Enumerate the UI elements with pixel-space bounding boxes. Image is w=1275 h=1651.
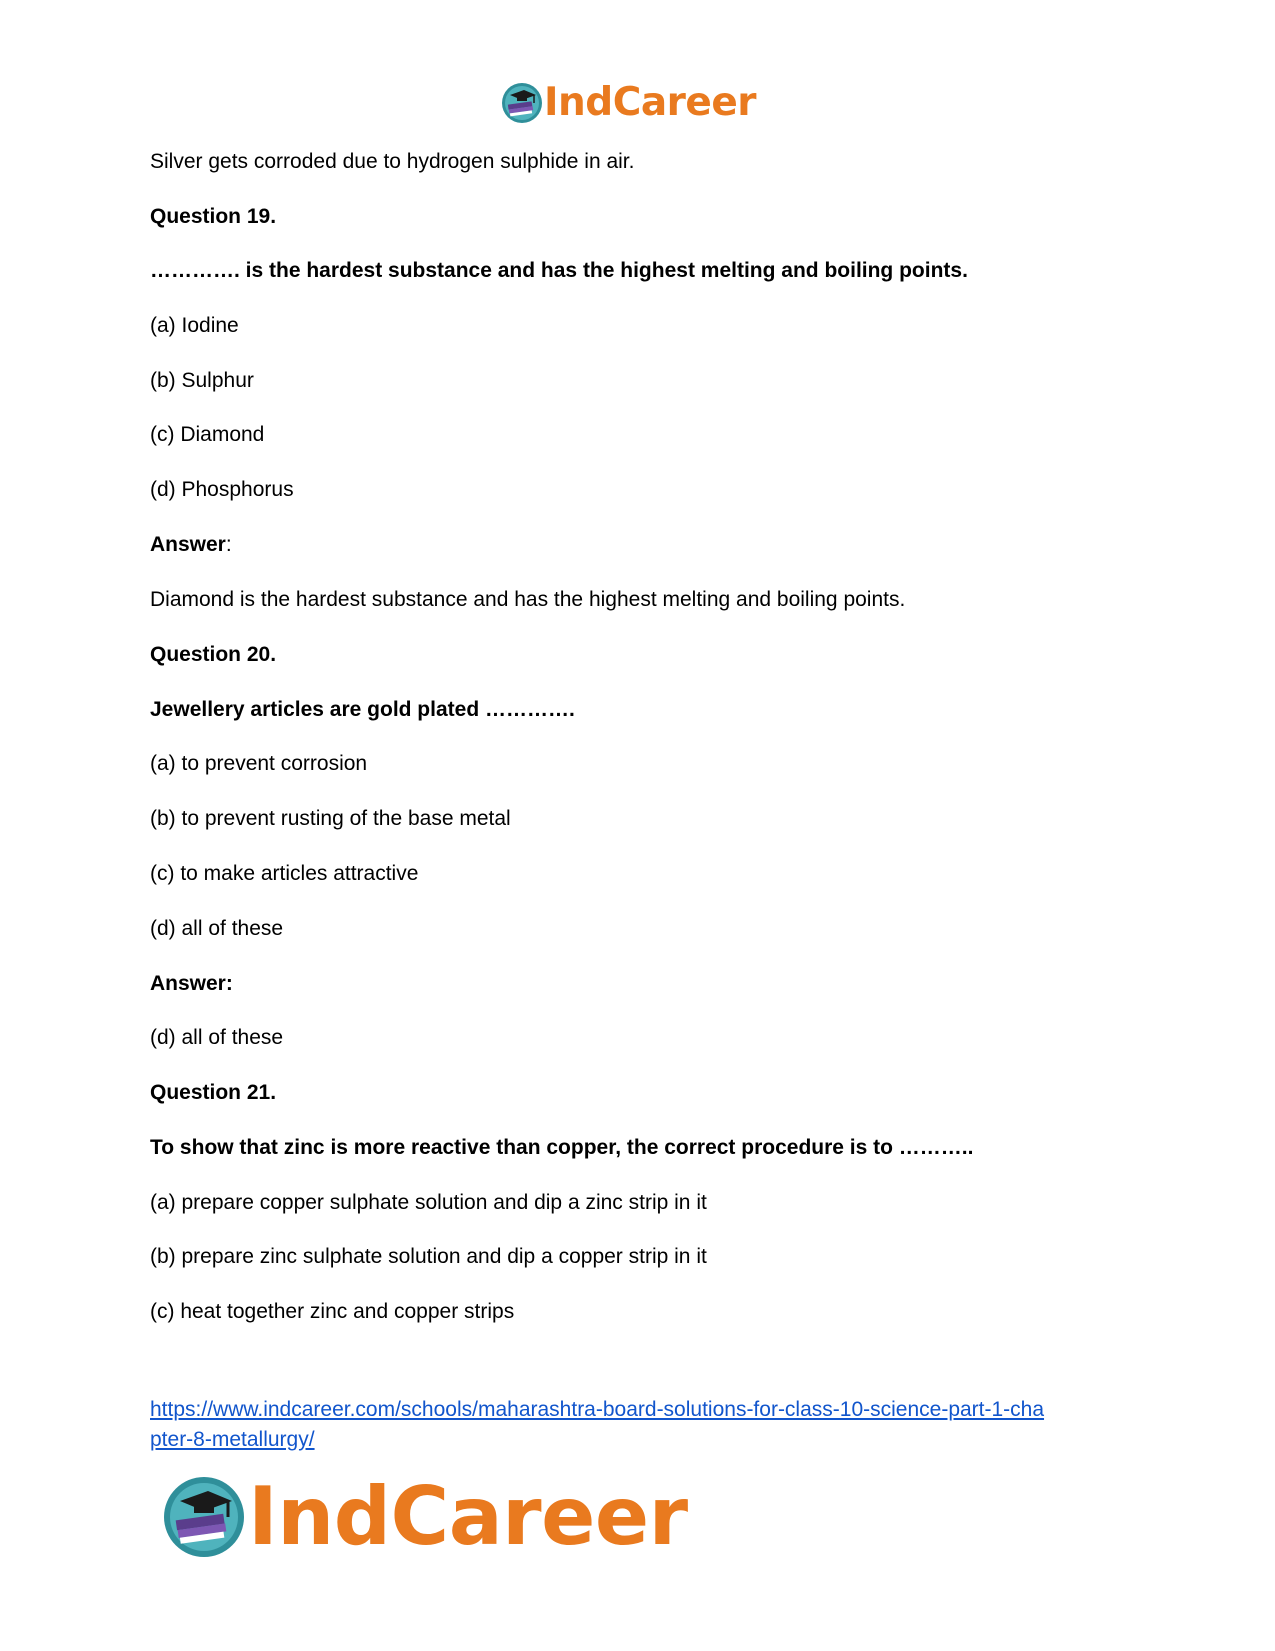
answer-label-19 — [150, 532, 232, 558]
answer-label-19-word: Answer — [150, 533, 226, 556]
question-21-title: Question 21. — [150, 1081, 277, 1104]
option-20-d: (d) all of these — [150, 917, 284, 940]
header-logo — [500, 80, 756, 126]
answer-text-20: (d) all of these — [150, 1026, 284, 1049]
question-20-title: Question 20. — [150, 643, 277, 666]
source-link-line-1[interactable]: https://www.indcareer.com/schools/maharashtra-board-solutions-for-class-10-science-part-1-cha — [150, 1398, 1045, 1421]
question-19-text: …………. is the hardest substance and has the highest melting and boiling points. — [150, 259, 968, 282]
answer-text-19: Diamond is the hardest substance and has the highest melting and boiling points. — [150, 588, 906, 611]
graduation-book-icon — [160, 1473, 248, 1561]
graduation-book-icon — [500, 81, 544, 125]
footer-logo — [160, 1472, 688, 1562]
answer-label-20: Answer: — [150, 972, 233, 995]
question-21-text: To show that zinc is more reactive than copper, the correct procedure is to ……….. — [150, 1136, 974, 1159]
question-20-text: Jewellery articles are gold plated …………. — [150, 698, 575, 721]
brand-wordmark: IndCareer — [248, 1470, 688, 1563]
answer-text-q18: Silver gets corroded due to hydrogen sulphide in air. — [150, 150, 635, 173]
source-link-line-2[interactable]: pter-8-metallurgy/ — [150, 1428, 315, 1451]
option-21-a: (a) prepare copper sulphate solution and dip a zinc strip in it — [150, 1191, 707, 1214]
option-19-d: (d) Phosphorus — [150, 478, 294, 501]
brand-wordmark: IndCareer — [544, 80, 756, 125]
option-20-a: (a) to prevent corrosion — [150, 752, 368, 775]
option-20-c: (c) to make articles attractive — [150, 862, 419, 885]
option-20-b: (b) to prevent rusting of the base metal — [150, 807, 511, 830]
option-21-c: (c) heat together zinc and copper strips — [150, 1300, 515, 1323]
option-21-b: (b) prepare zinc sulphate solution and dip a copper strip in it — [150, 1245, 707, 1268]
question-19-title: Question 19. — [150, 205, 277, 228]
option-19-b: (b) Sulphur — [150, 369, 254, 392]
answer-label-19-colon: : — [225, 533, 232, 556]
option-19-c: (c) Diamond — [150, 423, 265, 446]
source-link[interactable] — [150, 1395, 1130, 1455]
option-19-a: (a) Iodine — [150, 314, 239, 337]
